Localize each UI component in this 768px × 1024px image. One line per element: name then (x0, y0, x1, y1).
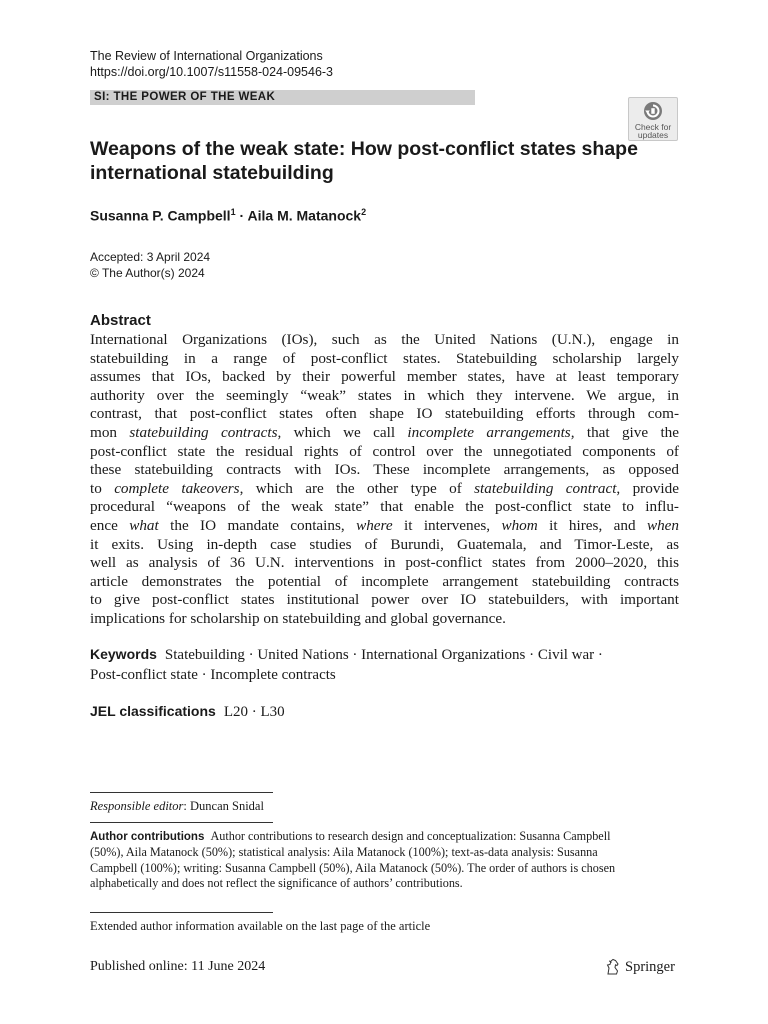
abstract-line (90, 331, 679, 350)
abstract-text: implications for scholarship on statebuilding and global governance. (90, 609, 506, 627)
abstract-italic-term: when (646, 516, 679, 534)
springer-horse-icon (605, 958, 621, 976)
accepted-date: Accepted: 3 April 2024 (90, 250, 211, 264)
abstract-line (90, 368, 679, 387)
abstract-italic-term: complete takeovers (114, 479, 240, 497)
footnote-rule (90, 912, 273, 913)
publisher-name: Springer (625, 958, 675, 975)
abstract-text: well as analysis of 36 U.N. interventions in post-conflict states from 2000–2020, this (90, 554, 679, 572)
journal-header (90, 49, 333, 80)
author-contributions-note (90, 829, 630, 891)
abstract-text: it intervenes, (392, 516, 502, 534)
abstract-text: International Organizations (IOs), such as the United Nations (U.N.), engage in (90, 331, 679, 348)
abstract-line (90, 536, 679, 555)
abstract-line (90, 591, 679, 610)
extended-author-info: Extended author information available on the last page of the article (90, 919, 431, 933)
check-for-updates-icon (642, 101, 664, 121)
abstract-italic-term: where (356, 516, 393, 534)
abstract-text: , provide (616, 479, 679, 497)
abstract-text: statebuilding in a range of post-conflict states. Statebuilding scholarship largely (90, 349, 679, 367)
editor-label: Responsible editor (90, 799, 184, 813)
affiliation-mark: 1 (230, 207, 236, 217)
abstract-line (90, 573, 679, 592)
abstract-italic-term: statebuilding contracts (129, 423, 278, 441)
abstract-text: mon (90, 423, 130, 441)
abstract-line (90, 610, 679, 629)
author-separator: · (235, 207, 248, 224)
abstract-body (90, 331, 679, 629)
abstract-text: , which we call (277, 423, 408, 441)
abstract-heading: Abstract (90, 312, 151, 329)
contributions-label: Author contributions (90, 831, 205, 843)
abstract-line (90, 350, 679, 369)
abstract-text: post-conflict state the residual rights of control over the unnegotiated components of (90, 442, 679, 460)
abstract-text: to give post-conflict states institutional power over IO statebuilders, with important (90, 591, 679, 609)
abstract-text: that give the (574, 423, 680, 441)
abstract-text: these statebuilding contracts with IOs. These incomplete arrangements, as opposed (90, 461, 679, 479)
abstract-italic-term: whom (501, 516, 538, 534)
abstract-line (90, 517, 679, 536)
paper-title: Weapons of the weak state: How post-conflict states shape international statebuilding (90, 138, 638, 184)
abstract-text: contrast, that post-conflict states often shape IO statebuilding efforts through com- (90, 405, 679, 423)
responsible-editor-note (90, 799, 264, 814)
abstract-italic-term: incomplete arrangements, (407, 423, 575, 441)
abstract-text: the IO mandate contains, (158, 516, 357, 534)
contributions-text: Author contributions to research design and conceptualization: Susanna Campbell (50%), Aila Matanock (50%); statistical analysis: Aila Matanock (100%); text-as-data analysis: Susanna Campbell (100%); writing: Susanna Campbell (50%), Aila Matanock (50%). The order of authors is chosen alphabetically and does not reflect the significance of authors’ contributions. (90, 829, 616, 890)
affiliation-mark: 2 (361, 207, 367, 217)
abstract-italic-term: statebuilding contract (474, 479, 617, 497)
copyright-line: © The Author(s) 2024 (90, 265, 205, 280)
abstract-text: procedural “weapons of the weak state” that enable the post-conflict state to influ- (90, 498, 679, 516)
abstract-text: authority over the seemingly “weak” states in which they intervene. We argue, in (90, 386, 679, 404)
abstract-line (90, 424, 679, 443)
abstract-text: assumes that IOs, backed by their powerful member states, have at least temporary (90, 368, 679, 386)
abstract-text: it hires, and (537, 516, 647, 534)
footnote-rule (90, 822, 273, 823)
keywords-section (90, 645, 690, 685)
journal-name: The Review of International Organizations (90, 49, 323, 63)
abstract-text: , which are the other type of (239, 479, 475, 497)
keywords-line: Statebuilding · United Nations · International Organizations · Civil war · (164, 647, 603, 663)
abstract-italic-term: what (129, 516, 159, 534)
jel-codes: L20 · L30 (223, 704, 285, 720)
author-list (90, 207, 366, 224)
section-banner-label: SI: THE POWER OF THE WEAK (94, 91, 276, 103)
abstract-line (90, 405, 679, 424)
abstract-line (90, 498, 679, 517)
footnote-rule (90, 792, 273, 793)
abstract-line (90, 387, 679, 406)
abstract-text: it exits. Using in-depth case studies of Burundi, Guatemala, and Timor-Leste, as (90, 535, 679, 553)
check-badge-line1: Check for (634, 122, 672, 132)
abstract-text: to (90, 479, 115, 497)
publication-dates (90, 250, 210, 281)
abstract-line (90, 480, 679, 499)
keywords-line: Post-conflict state · Incomplete contracts (90, 667, 336, 683)
jel-section (90, 702, 285, 722)
section-banner (90, 90, 475, 105)
abstract-text: ence (90, 516, 130, 534)
doi-link[interactable]: https://doi.org/10.1007/s11558-024-09546-3 (90, 64, 334, 79)
keywords-label: Keywords (90, 646, 157, 662)
author-name[interactable]: Susanna P. Campbell (90, 207, 231, 224)
abstract-text: article demonstrates the potential of incomplete arrangement statebuilding contracts (90, 572, 679, 590)
editor-name: : Duncan Snidal (183, 799, 264, 813)
check-badge-line2: updates (637, 130, 669, 140)
publisher-logo[interactable] (605, 958, 675, 976)
abstract-line (90, 554, 679, 573)
author-name[interactable]: Aila M. Matanock (247, 207, 362, 224)
jel-label: JEL classifications (90, 703, 216, 719)
abstract-line (90, 443, 679, 462)
published-online: Published online: 11 June 2024 (90, 959, 266, 974)
check-for-updates-badge[interactable] (628, 97, 678, 141)
abstract-line (90, 461, 679, 480)
